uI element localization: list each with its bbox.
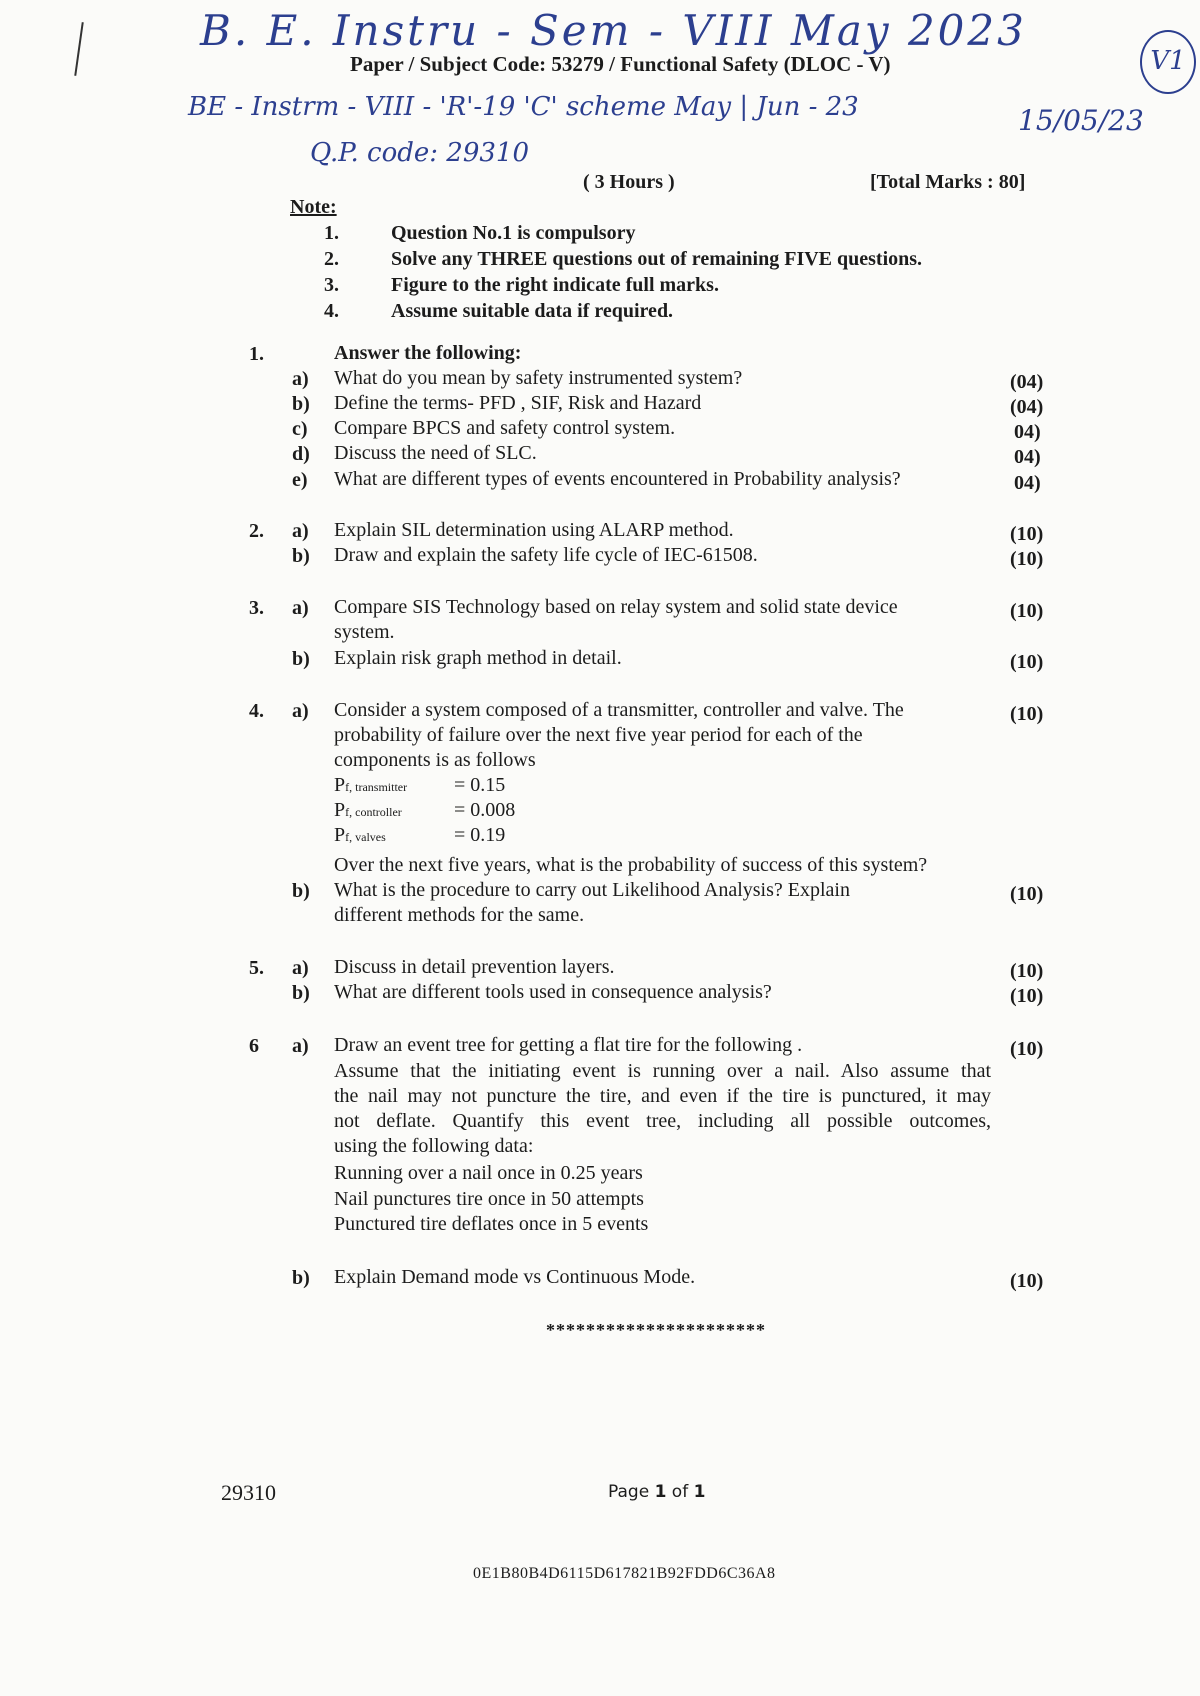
question-marks: (10) (1010, 548, 1044, 570)
sub-question-label: b) (292, 1267, 310, 1289)
question-text: Draw an event tree for getting a flat tire for the following . (334, 1034, 803, 1056)
paragraph-line: the nail may not puncture the tire, and even if the tire is punctured, it may (334, 1085, 991, 1107)
handwritten-date: 15/05/23 (1018, 104, 1144, 137)
question-marks: (10) (1010, 883, 1044, 905)
question-text: What do you mean by safety instrumented system? (334, 367, 743, 389)
question-text: Consider a system composed of a transmitter, controller and valve. The (334, 699, 904, 721)
total-marks: [Total Marks : 80] (870, 171, 1026, 193)
exam-duration: ( 3 Hours ) (583, 171, 675, 193)
paragraph-line: Assume that the initiating event is running over a nail. Also assume that (334, 1060, 991, 1082)
question-marks: (10) (1010, 523, 1044, 545)
paper-subject-code: Paper / Subject Code: 53279 / Functional Safety (DLOC - V) (350, 52, 891, 76)
question-text: Draw and explain the safety life cycle of IEC-61508. (334, 544, 758, 566)
handwritten-qp-code: Q.P. code: 29310 (310, 138, 530, 168)
footer-paper-code: 29310 (221, 1480, 276, 1505)
sub-question-label: a) (292, 957, 309, 979)
sub-question-label: b) (292, 393, 310, 415)
data-line: Running over a nail once in 0.25 years (334, 1162, 643, 1184)
question-number: 6 (249, 1035, 259, 1057)
sub-question-label: e) (292, 469, 308, 491)
sub-question-label: c) (292, 418, 308, 440)
question-marks: 04) (1014, 472, 1041, 494)
margin-pen-mark (74, 22, 83, 76)
sub-question-label: b) (292, 545, 310, 567)
question-text: Over the next five years, what is the probability of success of this system? (334, 854, 928, 876)
question-marks: (10) (1010, 600, 1044, 622)
question-marks: (10) (1010, 1270, 1044, 1292)
question-intro: Answer the following: (334, 342, 522, 364)
question-text: Explain risk graph method in detail. (334, 647, 622, 669)
note-item: Solve any THREE questions out of remaining FIVE questions. (391, 248, 923, 270)
question-text: Compare BPCS and safety control system. (334, 417, 676, 439)
data-line: Punctured tire deflates once in 5 events (334, 1213, 649, 1235)
handwritten-course-title: B. E. Instru - Sem - VIII May 2023 (200, 6, 1027, 55)
question-number: 3. (249, 597, 264, 619)
question-marks: (10) (1010, 985, 1044, 1007)
note-heading: Note: (290, 196, 337, 218)
sub-question-label: a) (292, 520, 309, 542)
question-marks: (10) (1010, 651, 1044, 673)
question-marks: 04) (1014, 446, 1041, 468)
sub-question-label: a) (292, 597, 309, 619)
question-marks: (04) (1010, 396, 1044, 418)
probability-value: = 0.15 (454, 774, 506, 796)
data-line: Nail punctures tire once in 50 attempts (334, 1188, 644, 1210)
handwritten-circled-mark: V1 (1140, 30, 1196, 94)
question-number: 4. (249, 700, 264, 722)
question-text-continued: probability of failure over the next five year period for each of the (334, 724, 863, 746)
note-number: 3. (324, 274, 339, 296)
sub-question-label: a) (292, 1035, 309, 1057)
question-paragraph (334, 1059, 991, 1159)
question-text: Discuss in detail prevention layers. (334, 956, 615, 978)
question-text: What is the procedure to carry out Likelihood Analysis? Explain (334, 879, 850, 901)
sub-question-label: a) (292, 368, 309, 390)
question-text: What are different tools used in consequence analysis? (334, 981, 772, 1003)
question-text: Discuss the need of SLC. (334, 442, 537, 464)
question-text-continued: components is as follows (334, 749, 536, 771)
note-number: 2. (324, 248, 339, 270)
handwritten-scheme-note: BE - Instrm - VIII - 'R'-19 'C' scheme May | Jun - 23 (188, 92, 859, 122)
question-number: 1. (249, 343, 264, 365)
question-text-continued: different methods for the same. (334, 904, 585, 926)
paragraph-line: not deflate. Quantify this event tree, including all possible outcomes, (334, 1110, 991, 1132)
question-text-continued: system. (334, 621, 395, 643)
probability-value: = 0.008 (454, 799, 516, 821)
question-text: Compare SIS Technology based on relay system and solid state device (334, 596, 898, 618)
note-item: Question No.1 is compulsory (391, 222, 636, 244)
sub-question-label: a) (292, 700, 309, 722)
question-text: Explain SIL determination using ALARP method. (334, 519, 734, 541)
probability-value: = 0.19 (454, 824, 506, 846)
document-hash: 0E1B80B4D6115D617821B92FDD6C36A8 (473, 1565, 776, 1582)
question-text: What are different types of events encountered in Probability analysis? (334, 468, 901, 490)
sub-question-label: b) (292, 648, 310, 670)
question-number: 5. (249, 957, 264, 979)
page-number: Page 1 of 1 (608, 1482, 706, 1502)
note-item: Assume suitable data if required. (391, 300, 674, 322)
probability-term: Pf, valves (334, 824, 386, 846)
question-marks: (10) (1010, 960, 1044, 982)
paragraph-line: using the following data: (334, 1135, 534, 1157)
question-marks: 04) (1014, 421, 1041, 443)
note-number: 1. (324, 222, 339, 244)
probability-term: Pf, controller (334, 799, 402, 821)
question-number: 2. (249, 520, 264, 542)
question-marks: (10) (1010, 1038, 1044, 1060)
note-number: 4. (324, 300, 339, 322)
question-text: Explain Demand mode vs Continuous Mode. (334, 1266, 696, 1288)
question-marks: (10) (1010, 703, 1044, 725)
sub-question-label: b) (292, 880, 310, 902)
question-marks: (04) (1010, 371, 1044, 393)
sub-question-label: d) (292, 443, 310, 465)
note-item: Figure to the right indicate full marks. (391, 274, 719, 296)
end-of-paper-stars: ********************** (546, 1320, 766, 1340)
probability-term: Pf, transmitter (334, 774, 408, 796)
question-text: Define the terms- PFD , SIF, Risk and Hazard (334, 392, 702, 414)
sub-question-label: b) (292, 982, 310, 1004)
